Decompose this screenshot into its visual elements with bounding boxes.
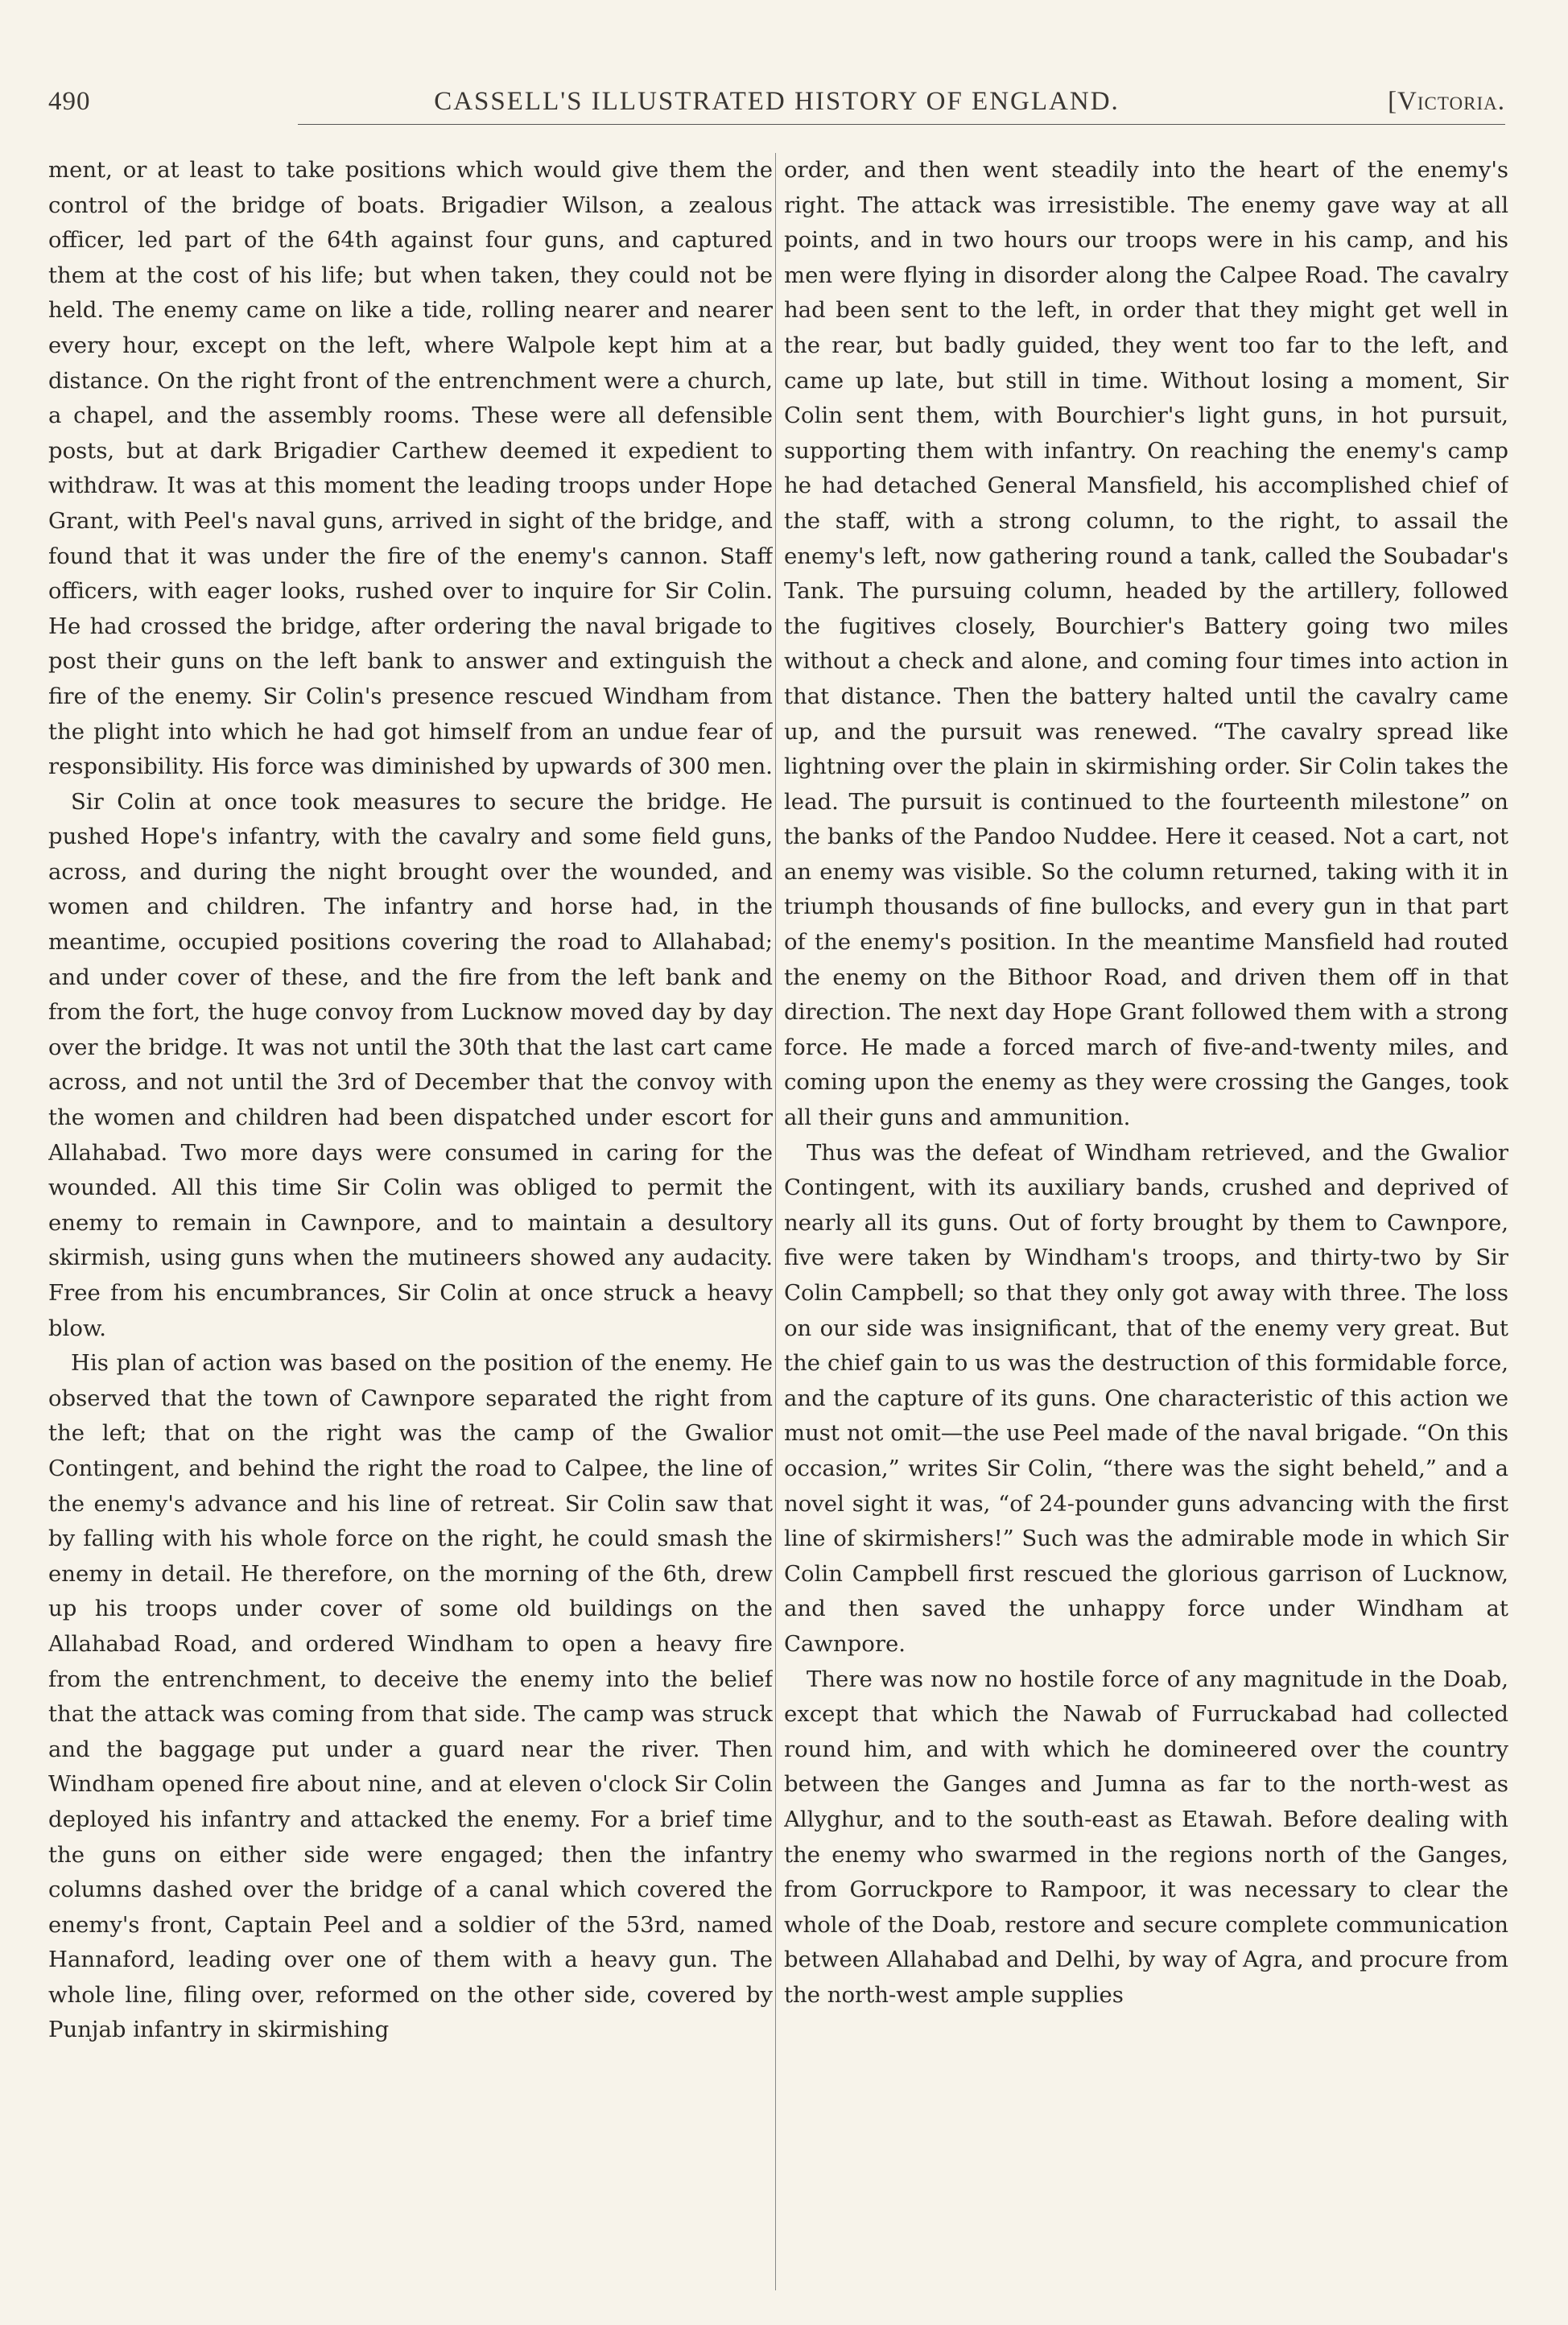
section-label: [Victoria.	[1388, 87, 1505, 116]
page-header	[48, 81, 1505, 129]
right-column	[784, 153, 1508, 2302]
paragraph: There was now no hostile force of any magnitude in the Doab, except that which the Nawab of Furruckabad had collected round him, and with which he domineered over the country between the Ganges and Jumna as far to the north-west as Allyghur, and to the south-east as Etawah. Before dealing with the enemy who swarmed in the regions north of the Ganges, from Gorruckpore to Rampoor, it was necessary to clear the whole of the Doab, restore and secure complete communication between Allahabad and Delhi, by way of Agra, and procure from the north-west ample supplies	[784, 1666, 1508, 2008]
running-title: CASSELL'S ILLUSTRATED HISTORY OF ENGLAND.	[434, 87, 1120, 116]
paragraph: Thus was the defeat of Windham retrieved, and the Gwalior Contingent, with its auxiliary bands, crushed and deprived of nearly all its guns. Out of forty brought by them to Cawnpore, five were taken by Windham's troops, and thirty-two by Sir Colin Campbell; so that they only got away with three. The loss on our side was insignificant, that of the enemy very great. But the chief gain to us was the destruction of this formidable force, and the capture of its guns. One characteristic of this action we must not omit—the use Peel made of the naval brigade. “On this occasion,” writes Sir Colin, “there was the sight beheld,” and a novel sight it was, “of 24-pounder guns advancing with the first line of skirmishers!” Such was the admirable mode in which Sir Colin Campbell first rescued the glorious garrison of Lucknow, and then saved the unhappy force under Windham at Cawnpore.	[784, 1139, 1508, 1657]
paragraph: order, and then went steadily into the heart of the enemy's right. The attack was irresistible. The enemy gave way at all points, and in two hours our troops were in his camp, and his men were flying in disorder along the Calpee Road. The cavalry had been sent to the left, in order that they might get well in the rear, but badly guided, they went too far to the left, and came up late, but still in time. Without losing a moment, Sir Colin sent them, with Bourchier's light guns, in hot pursuit, supporting them with infantry. On reaching the enemy's camp he had detached General Mansfield, his accomplished chief of the staff, with a strong column, to the right, to assail the enemy's left, now gathering round a tank, called the Soubadar's Tank. The pursuing column, headed by the artillery, followed the fugitives closely, Bourchier's Battery going two miles without a check and alone, and coming four times into action in that distance. Then the battery halted until the cavalry came up, and the pursuit was renewed. “The cavalry spread like lightning over the plain in skirmishing order. Sir Colin takes the lead. The pursuit is continued to the fourteenth milestone” on the banks of the Pandoo Nuddee. Here it ceased. Not a cart, not an enemy was visible. So the column returned, taking with it in triumph thousands of fine bullocks, and every gun in that part of the enemy's position. In the meantime Mansfield had routed the enemy on the Bithoor Road, and driven them off in that direction. The next day Hope Grant followed them with a strong force. He made a forced march of five-and-twenty miles, and coming upon the enemy as they were crossing the Ganges, took all their guns and ammunition.	[784, 157, 1508, 1131]
page-number: 490	[48, 87, 91, 116]
paragraph: Sir Colin at once took measures to secure the bridge. He pushed Hope's infantry, with the cavalry and some field guns, across, and during the night brought over the wounded, and women and children. The infantry and horse had, in the meantime, occupied positions covering the road to Allahabad; and under cover of these, and the fire from the left bank and from the fort, the huge convoy from Lucknow moved day by day over the bridge. It was not until the 30th that the last cart came across, and not until the 3rd of December that the convoy with the women and children had been dispatched under escort for Allahabad. Two more days were consumed in caring for the wounded. All this time Sir Colin was obliged to permit the enemy to remain in Cawnpore, and to maintain a desultory skirmish, using guns when the mutineers showed any audacity. Free from his encumbrances, Sir Colin at once struck a heavy blow.	[48, 788, 773, 1341]
paragraph: His plan of action was based on the position of the enemy. He observed that the town of Cawnpore separated the right from the left; that on the right was the camp of the Gwalior Contingent, and behind the right the road to Calpee, the line of the enemy's advance and his line of retreat. Sir Colin saw that by falling with his whole force on the right, he could smash the enemy in detail. He therefore, on the morning of the 6th, drew up his troops under cover of some old buildings on the Allahabad Road, and ordered Windham to open a heavy fire from the entrenchment, to deceive the enemy into the belief that the attack was coming from that side. The camp was struck and the baggage put under a guard near the river. Then Windham opened fire about nine, and at eleven o'clock Sir Colin deployed his infantry and attacked the enemy. For a brief time the guns on either side were engaged; then the infantry columns dashed over the bridge of a canal which covered the enemy's front, Captain Peel and a soldier of the 53rd, named Hannaford, leading over one of them with a heavy gun. The whole line, filing over, reformed on the other side, covered by Punjab infantry in skirmishing	[48, 1350, 773, 2043]
column-divider	[775, 153, 776, 2290]
paragraph: ment, or at least to take positions which would give them the control of the bridge of boats. Brigadier Wilson, a zealous officer, led part of the 64th against four guns, and captured them at the cost of his life; but when taken, they could not be held. The enemy came on like a tide, rolling nearer and nearer every hour, except on the left, where Walpole kept him at a distance. On the right front of the entrenchment were a church, a chapel, and the assembly rooms. These were all defensible posts, but at dark Brigadier Carthew deemed it expedient to withdraw. It was at this moment the leading troops under Hope Grant, with Peel's naval guns, arrived in sight of the bridge, and found that it was under the fire of the enemy's cannon. Staff officers, with eager looks, rushed over to inquire for Sir Colin. He had crossed the bridge, after ordering the naval brigade to post their guns on the left bank to answer and extinguish the fire of the enemy. Sir Colin's presence rescued Windham from the plight into which he had got himself from an undue fear of responsibility. His force was diminished by upwards of 300 men.	[48, 157, 773, 780]
left-column	[48, 153, 773, 2302]
header-rule	[298, 124, 1505, 125]
